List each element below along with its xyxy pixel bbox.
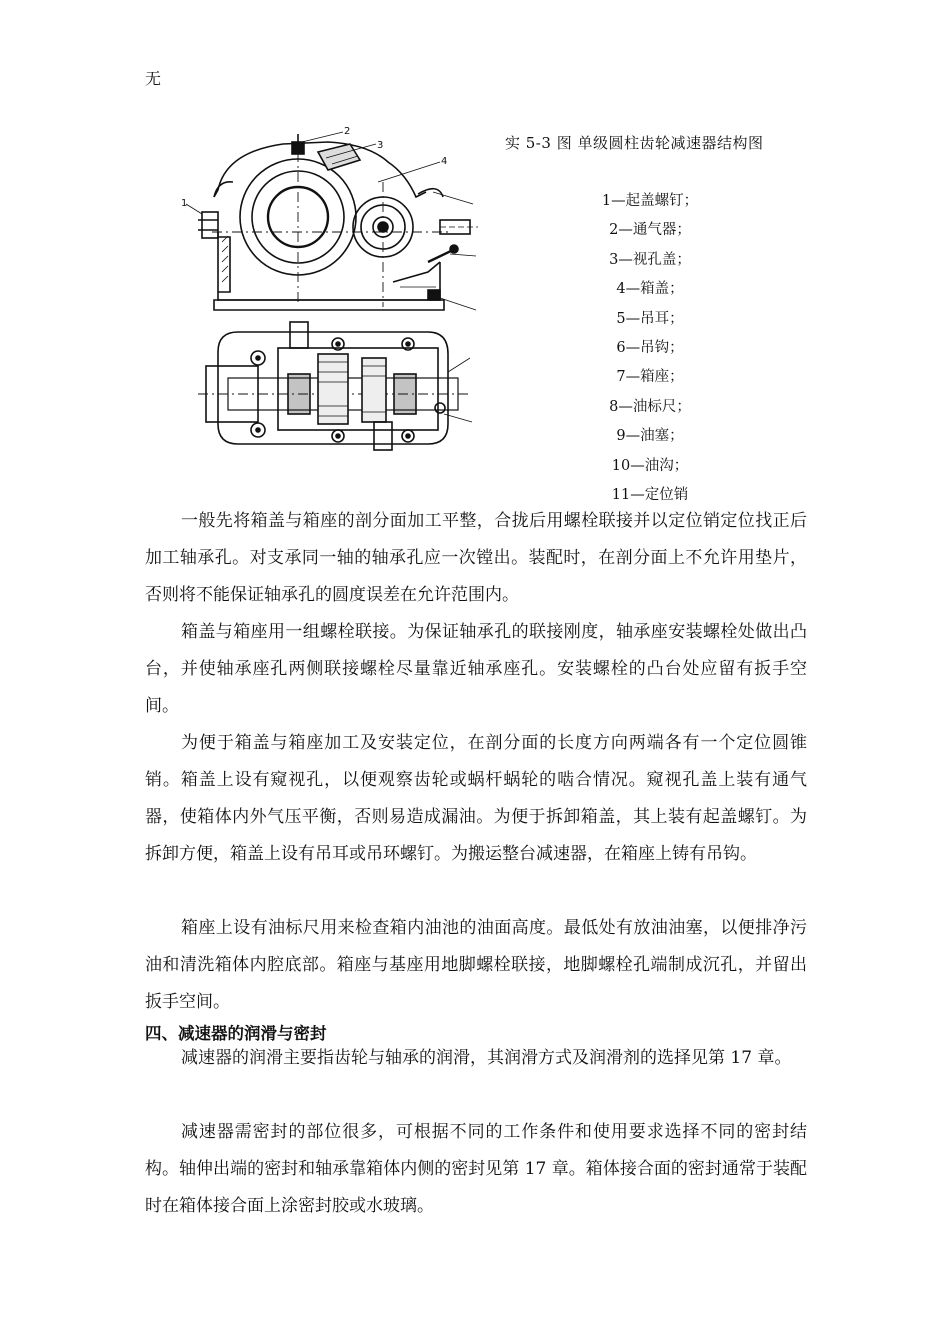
paragraph-lubrication: 减速器的润滑主要指齿轮与轴承的润滑，其润滑方式及润滑剂的选择见第 17 章。 [181,1048,792,1068]
callout-3: 3 [377,140,384,151]
figure-caption: 实 5-3 图 单级圆柱齿轮减速器结构图 [505,134,764,152]
breather [292,142,304,154]
gear-reducer-drawing [178,122,478,452]
lifting-screw [202,212,218,238]
legend-item: 11—定位销 [611,486,689,503]
legend-item: 9—油塞； [616,428,684,445]
paragraph-oil-gauge: 箱座上设有油标尺用来检查箱内油池的油面高度。最低处有放油油塞，以便排净污油和清洗箱体内腔底部。箱座与基座用地脚螺栓联接，地脚螺栓孔端制成沉孔，并留出扳手空间。 [145,918,807,1012]
oil-dipstick [428,250,453,262]
legend-item: 8—油标尺； [609,398,691,415]
paragraph-bolting: 箱盖与箱座用一组螺栓联接。为保证轴承孔的联接刚度，轴承座安装螺栓处做出凸台，并使轴承座孔两侧联接螺栓尽量靠近轴承座孔。安装螺栓的凸台处应留有扳手空间。 [145,622,807,716]
section-title: 四、减速器的润滑与密封 [145,1024,327,1043]
paragraph-sealing: 减速器需密封的部位很多，可根据不同的工作条件和使用要求选择不同的密封结构。轴伸出端的密封和轴承靠箱体内侧的密封见第 17 章。箱体接合面的密封通常于装配时在箱体接合面上涂密封胶或水玻璃。 [145,1122,807,1216]
legend-item: 10—油沟； [611,457,689,474]
legend-item: 3—视孔盖； [609,251,691,268]
lifting-lug [214,182,233,197]
page-header: 无 [145,69,162,88]
callout-2: 2 [344,126,351,137]
oil-plug [428,290,440,300]
paragraph-positioning: 为便于箱盖与箱座加工及安装定位，在剖分面的长度方向两端各有一个定位圆锥销。箱盖上设有窥视孔，以便观察齿轮或蜗杆蜗轮的啮合情况。窥视孔盖上装有通气器，使箱体内外气压平衡，否则易造成漏油。为便于拆卸箱盖，其上装有起盖螺钉。为拆卸方便，箱盖上设有吊耳或吊环螺钉。为搬运整台减速器，在箱座上铸有吊钩。 [145,733,807,864]
legend-item: 1—起盖螺钉； [601,193,699,209]
legend-item: 4—箱盖； [616,281,684,298]
legend-item: 5—吊耳； [616,310,684,327]
legend-item: 7—箱座； [616,369,684,386]
legend-item: 2—通气器； [609,222,691,239]
legend-item: 6—吊钩； [616,339,684,356]
figure-legend [560,190,740,513]
callout-1: 1 [181,198,188,209]
paragraph-machining: 一般先将箱盖与箱座的剖分面加工平整，合拢后用螺栓联接并以定位销定位找正后加工轴承孔。对支承同一轴的轴承孔应一次镗出。装配时，在剖分面上不允许用垫片，否则将不能保证轴承孔的圆度误差在允许范围内。 [145,511,807,605]
callout-4: 4 [441,156,448,167]
